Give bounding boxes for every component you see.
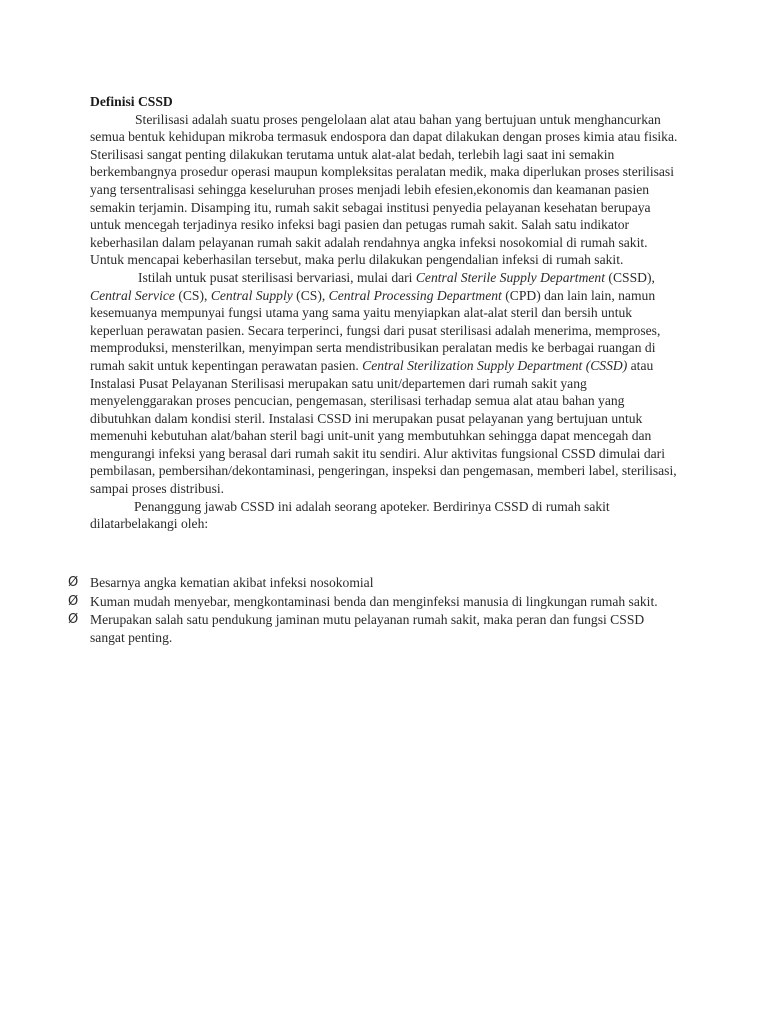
paragraph-text: (CPD) dan lain lain, namun kesemuanya mempunyai fungsi utama yang sama yaitu menyiapkan alat-alat steril dan bersih untuk keperluan perawatan pasien. Secara terperinci, fungsi dari pusat sterilisasi adalah menerima, memproses, memproduksi, mensterilkan, menyimpan serta mendistribusikan peralatan medis ke berbagai ruangan di rumah sakit untuk kepentingan perawatan pasien.	[90, 287, 661, 373]
paragraph-sterilisasi: Sterilisasi adalah suatu proses pengelolaan alat atau bahan yang bertujuan untuk menghancurkan semua bentuk kehidupan mikroba termasuk endospora dan dapat dilakukan dengan proses kimia atau fisika. Sterilisasi sangat penting dilakukan terutama untuk alat-alat bedah, terlebih lagi saat ini semakin berkembangnya prosedur operasi maupun kompleksitas peralatan medik, maka diperlukan proses sterilisasi yang tersentralisasi sehingga keseluruhan proses menjadi lebih efesien,ekonomis dan keamanan pasien semakin terjamin. Disamping itu, rumah sakit sebagai institusi penyedia pelayanan kesehatan berupaya untuk mencegah terjadinya resiko infeksi bagi pasien dan petugas rumah sakit. Salah satu indikator keberhasilan dalam pelayanan rumah sakit adalah rendahnya angka infeksi nosokomial di rumah sakit. Untuk mencapai keberhasilan tersebut, maka perlu dilakukan pengendalian infeksi di rumah sakit.	[90, 111, 678, 268]
document-body	[90, 93, 680, 533]
term-central-supply: Central Supply	[210, 287, 293, 303]
bullet-list	[68, 574, 680, 647]
bullet-arrow-icon: Ø	[68, 575, 79, 590]
paragraph-penanggung-jawab: Penanggung jawab CSSD ini adalah seorang apoteker. Berdirinya CSSD di rumah sakit dilatarbelakangi oleh:	[90, 498, 610, 532]
paragraph-text: Istilah untuk pusat sterilisasi bervariasi, mulai dari	[138, 269, 416, 285]
list-item-text: Besarnya angka kematian akibat infeksi nosokomial	[90, 575, 374, 590]
list-item-text: Kuman mudah menyebar, mengkontaminasi benda dan menginfeksi manusia di lingkungan rumah sakit.	[90, 593, 658, 609]
list-item	[68, 611, 680, 646]
section-heading: Definisi CSSD	[90, 94, 173, 109]
paragraph-text: (CS),	[292, 287, 329, 303]
bullet-arrow-icon: Ø	[68, 593, 79, 609]
paragraph-istilah	[90, 269, 680, 498]
paragraph-text: (CSSD),	[605, 269, 655, 285]
term-central-processing-department: Central Processing Department	[328, 287, 502, 303]
bullet-arrow-icon: Ø	[68, 612, 79, 628]
list-item	[68, 593, 680, 611]
term-central-service: Central Service	[90, 287, 175, 303]
list-item-text: Merupakan salah satu pendukung jaminan mutu pelayanan rumah sakit, maka peran dan fungsi CSSD sangat penting.	[90, 612, 645, 645]
term-central-sterilization-supply-department: Central Sterilization Supply Department (CSSD)	[362, 357, 628, 373]
term-central-sterile-supply-department: Central Sterile Supply Department	[415, 269, 606, 285]
paragraph-text: (CS),	[174, 287, 211, 303]
list-item	[68, 574, 680, 592]
paragraph-text: atau Instalasi Pusat Pelayanan Sterilisasi merupakan satu unit/departemen dari rumah sakit yang menyelenggarakan proses pencucian, pengemasan, sterilisasi terhadap semua alat atau bahan yang dibutuhkan dalam kondisi steril. Instalasi CSSD ini merupakan pusat pelayanan yang bertujuan untuk memenuhi kebutuhan alat/bahan steril bagi unit-unit yang membutuhkan sehingga dapat mencegah dan mengurangi infeksi yang berasal dari rumah sakit itu sendiri. Alur aktivitas fungsional CSSD dimulai dari pembilasan, pembersihan/dekontaminasi, pengeringan, inspeksi dan pengemasan, memberi label, sterilisasi, sampai proses distribusi.	[90, 357, 677, 497]
